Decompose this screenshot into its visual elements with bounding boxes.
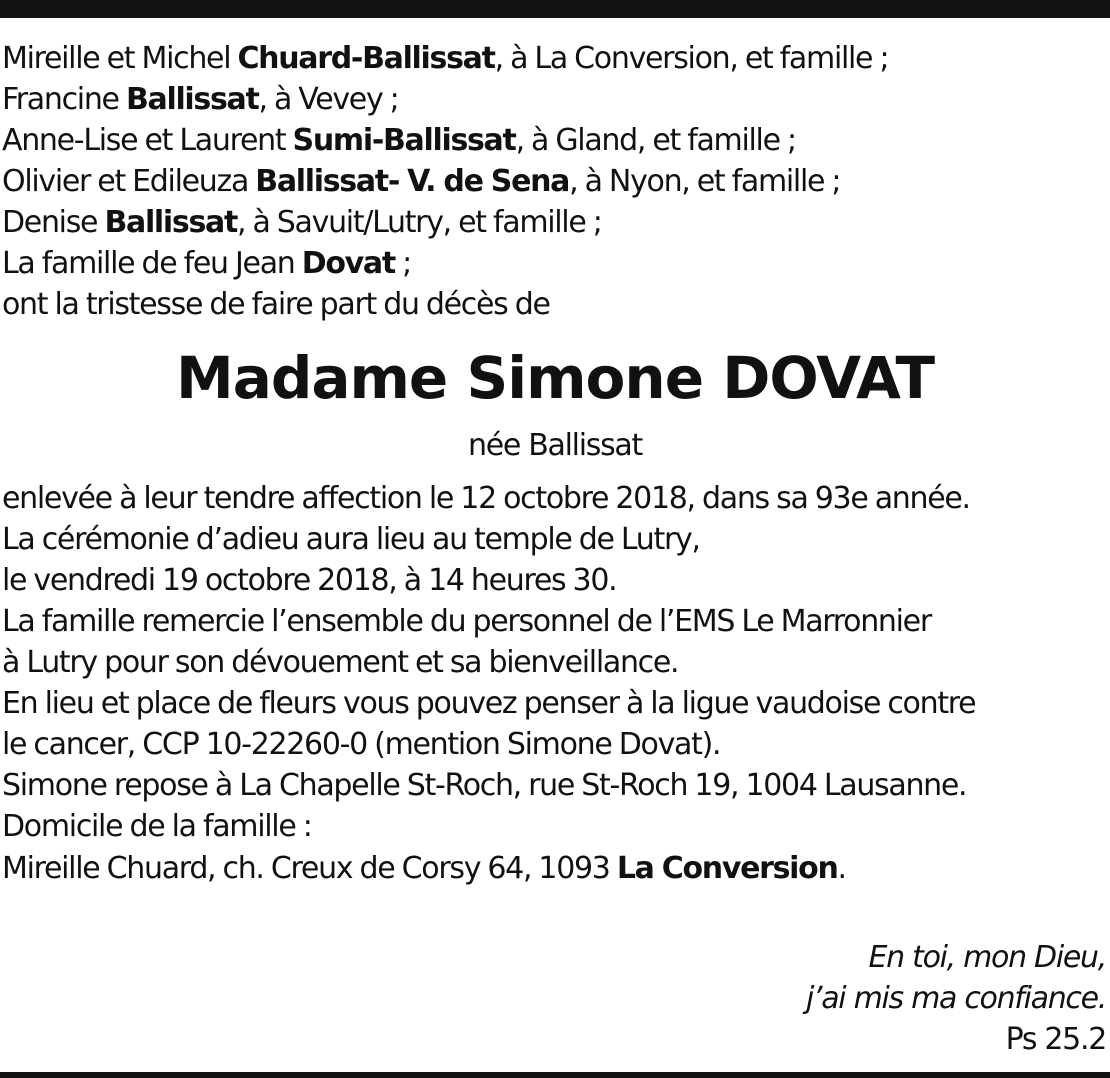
- body-line: le cancer, CCP 10-22260-0 (mention Simone Dovat).: [2, 727, 721, 762]
- verse-line: j’ai mis ma confiance.: [805, 981, 1106, 1016]
- family-line-text: Anne-Lise et Laurent: [2, 123, 293, 158]
- family-name: Ballissat: [125, 82, 259, 117]
- family-line: [2, 161, 840, 202]
- family-name: Chuard-Ballissat: [237, 41, 495, 76]
- family-name: Sumi-Ballissat: [292, 123, 516, 158]
- maiden-name: née Ballissat: [468, 428, 642, 463]
- family-name: Ballissat: [104, 205, 237, 240]
- bottom-rule: [0, 1072, 1110, 1078]
- family-line: [2, 38, 888, 79]
- body-line: La cérémonie d’adieu aura lieu au temple de Lutry,: [2, 522, 700, 557]
- body-line: le vendredi 19 octobre 2018, à 14 heures 30.: [2, 563, 617, 598]
- body-line: à Lutry pour son dévouement et sa bienveillance.: [2, 645, 679, 680]
- body-line: La famille remercie l’ensemble du personnel de l’EMS Le Marronnier: [2, 604, 931, 639]
- deceased-name: Madame Simone DOVAT: [175, 344, 935, 412]
- family-line-text: , à Nyon, et famille ;: [569, 164, 841, 199]
- address-text: Mireille Chuard, ch. Creux de Corsy 64, 1093: [2, 851, 617, 886]
- family-line-text: , à Savuit/Lutry, et famille ;: [237, 205, 602, 240]
- family-line-text: , à Vevey ;: [258, 82, 399, 117]
- body-line: enlevée à leur tendre affection le 12 octobre 2018, dans sa 93e année.: [2, 481, 970, 516]
- family-line: [2, 120, 796, 161]
- family-line: [2, 243, 411, 284]
- body-line: En lieu et place de fleurs vous pouvez penser à la ligue vaudoise contre: [2, 686, 976, 721]
- family-line-text: Francine: [2, 82, 126, 117]
- family-name: Dovat: [301, 246, 395, 281]
- address-text: .: [837, 851, 846, 886]
- family-line-text: Mireille et Michel: [2, 41, 238, 76]
- family-line-text: La famille de feu Jean: [2, 246, 302, 281]
- address-locality: La Conversion: [616, 851, 838, 886]
- top-rule: [0, 0, 1110, 18]
- body-line: Simone repose à La Chapelle St-Roch, rue St-Roch 19, 1004 Lausanne.: [2, 768, 967, 803]
- verse-line: En toi, mon Dieu,: [868, 940, 1106, 975]
- verse-reference: Ps 25.2: [1005, 1022, 1106, 1057]
- body-line: Domicile de la famille :: [2, 809, 312, 844]
- announcement-intro: ont la tristesse de faire part du décès de: [2, 287, 550, 322]
- family-line-text: , à Gland, et famille ;: [515, 123, 796, 158]
- family-line-text: , à La Conversion, et famille ;: [494, 41, 889, 76]
- family-address: [2, 848, 846, 889]
- family-line: [2, 79, 398, 120]
- family-line-text: Olivier et Edileuza: [2, 164, 256, 199]
- family-name: Ballissat- V. de Sena: [255, 164, 570, 199]
- family-line: [2, 202, 602, 243]
- family-line-text: ;: [394, 246, 411, 281]
- family-line-text: Denise: [2, 205, 105, 240]
